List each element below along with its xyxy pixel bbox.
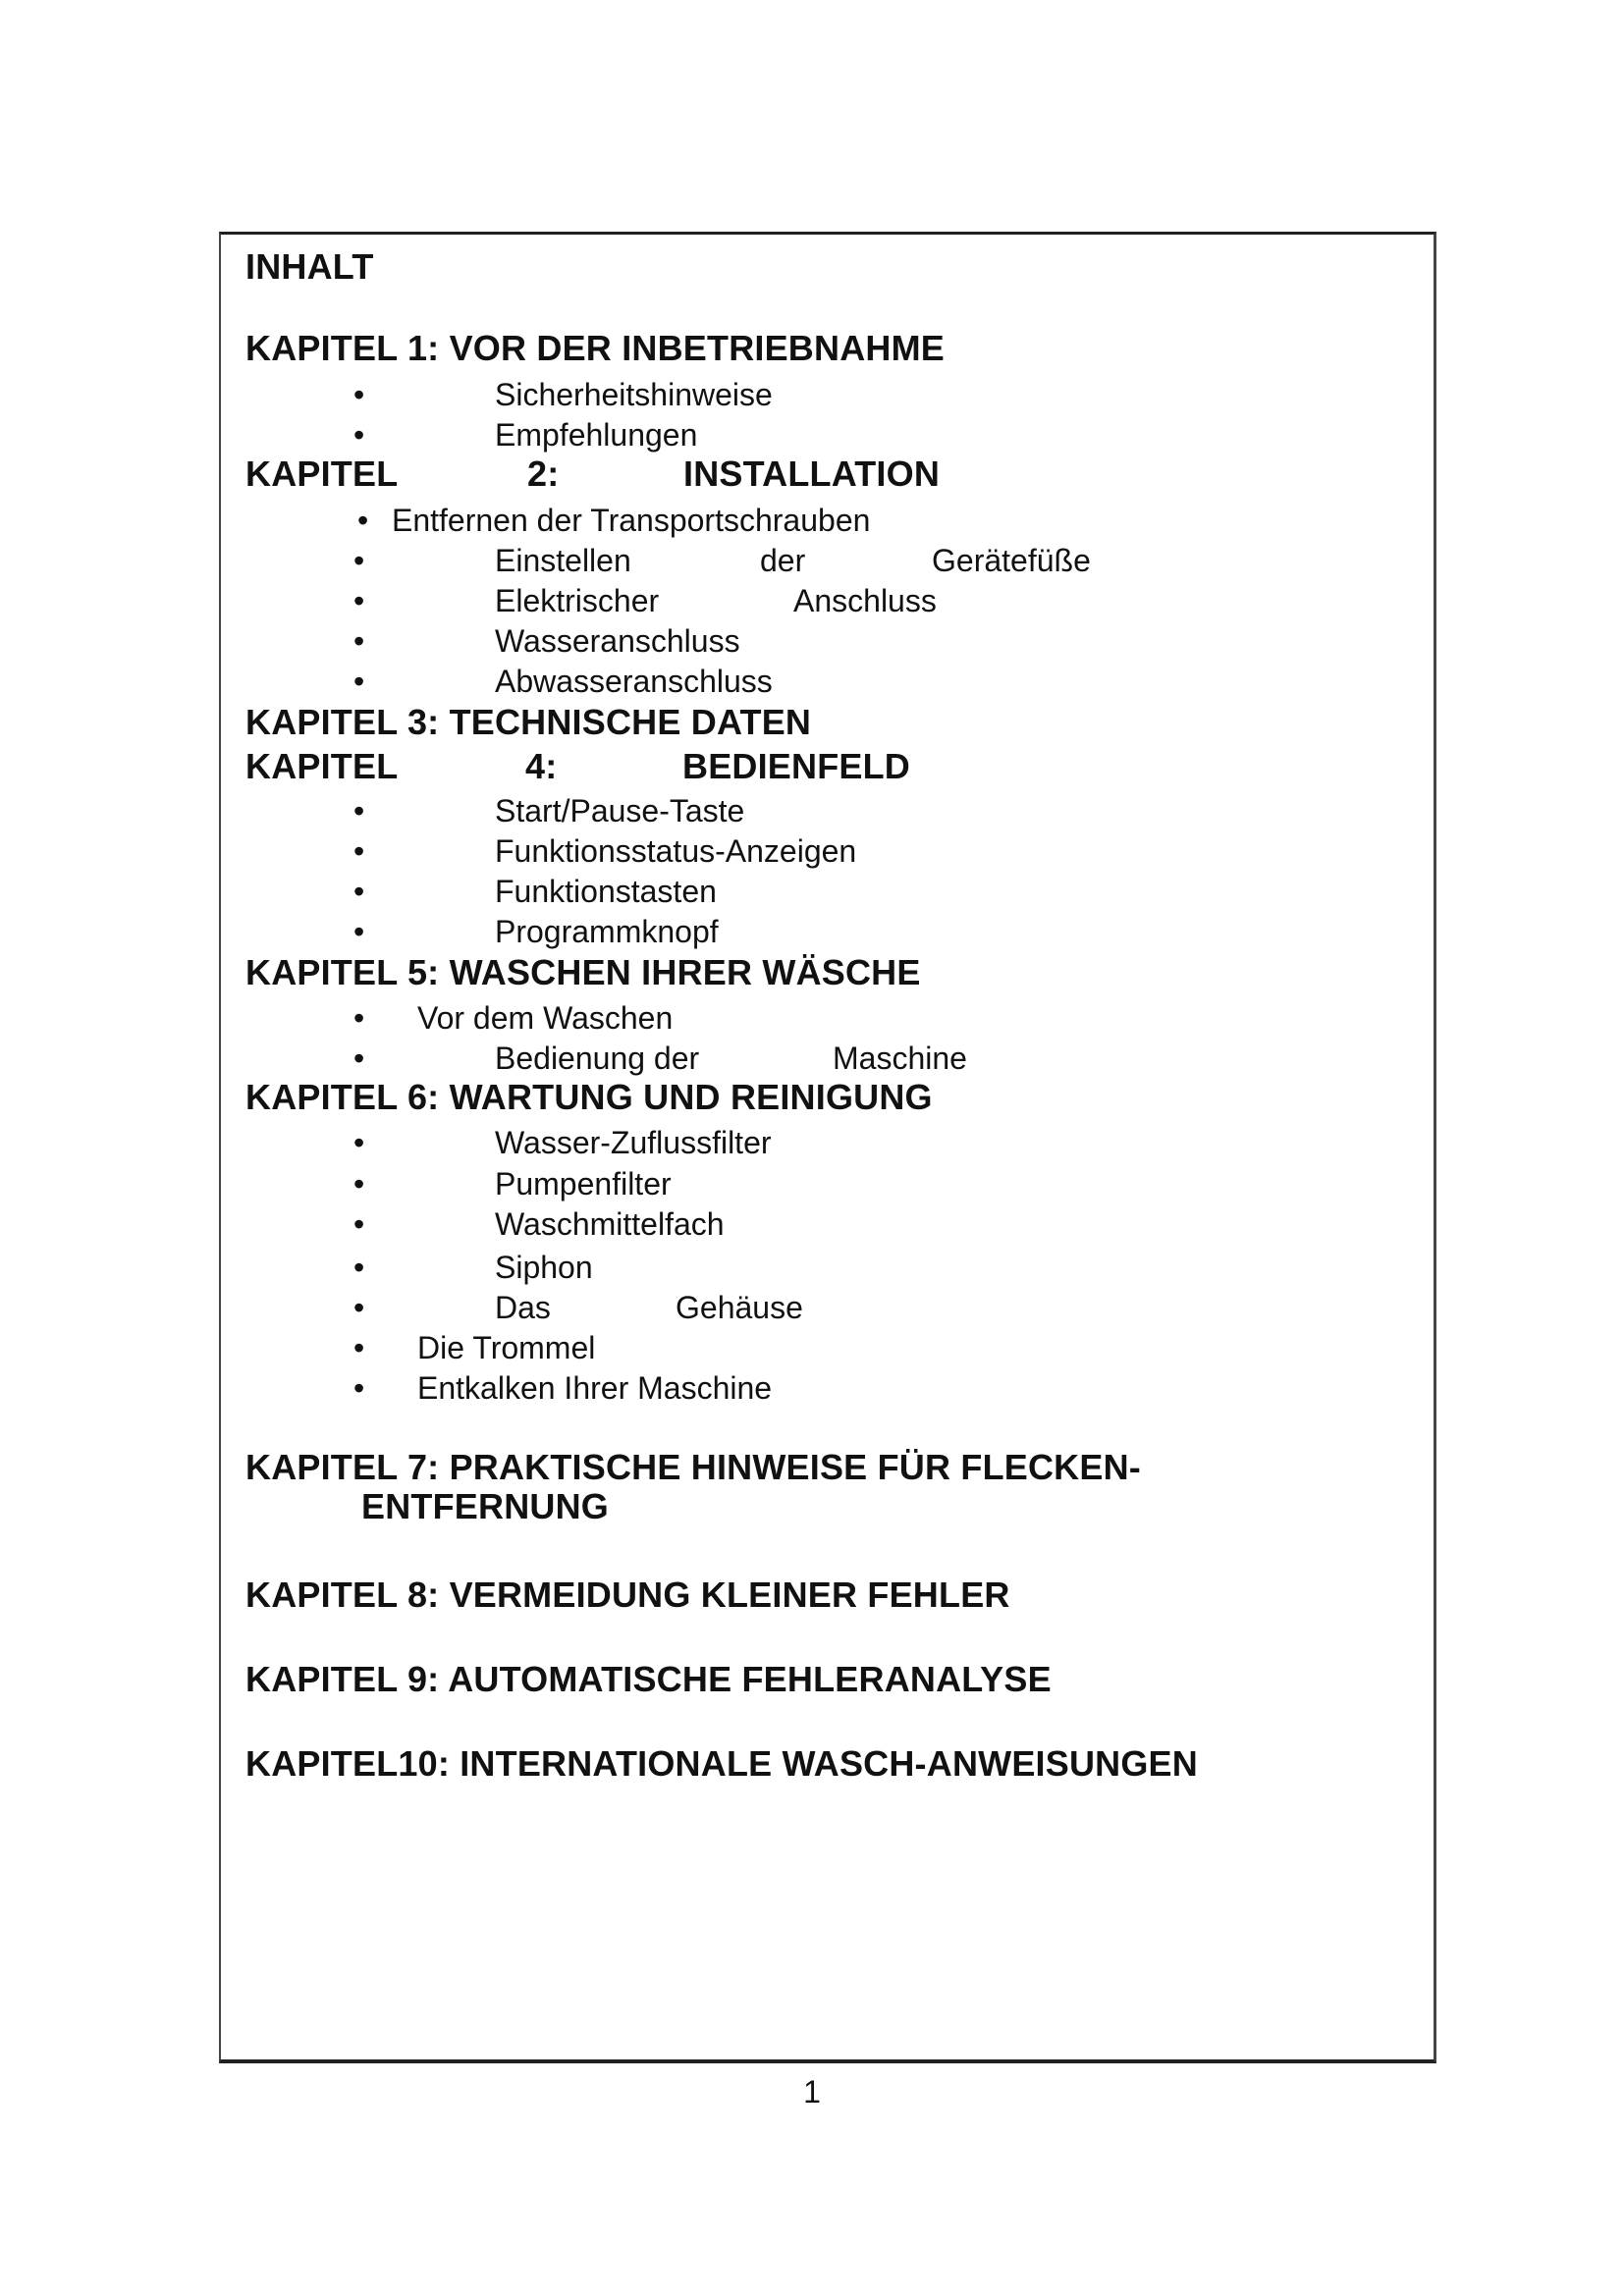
chapter-4-heading-number: 4: xyxy=(525,746,558,786)
bullet: • xyxy=(353,417,365,453)
page-number: 1 xyxy=(803,2074,821,2109)
bullet: • xyxy=(353,1041,365,1076)
chapter-1-heading: KAPITEL 1: VOR DER INBETRIEBNAHME xyxy=(245,328,945,368)
chapter-9-heading: KAPITEL 9: AUTOMATISCHE FEHLERANALYSE xyxy=(245,1659,1052,1699)
chapter-2-item: Gerätefüße xyxy=(932,543,1091,578)
chapter-5-heading: KAPITEL 5: WASCHEN IHRER WÄSCHE xyxy=(245,952,921,992)
bullet: • xyxy=(353,1206,365,1242)
chapter-6-item: Pumpenfilter xyxy=(495,1166,672,1201)
chapter-6-item: Die Trommel xyxy=(417,1330,596,1365)
bullet: • xyxy=(353,1125,365,1160)
chapter-7-heading-line2: ENTFERNUNG xyxy=(361,1486,609,1526)
chapter-2-heading-number: 2: xyxy=(527,454,560,494)
bullet: • xyxy=(353,1290,365,1325)
bullet: • xyxy=(353,1166,365,1201)
bullet: • xyxy=(353,793,365,828)
chapter-5-item: Bedienung der xyxy=(495,1041,700,1076)
chapter-6-item: Gehäuse xyxy=(676,1290,803,1325)
bullet: • xyxy=(353,1370,365,1406)
chapter-6-item: Entkalken Ihrer Maschine xyxy=(417,1370,773,1406)
chapter-2-item: Anschluss xyxy=(793,583,937,618)
bullet: • xyxy=(353,1250,365,1285)
chapter-2-item: Einstellen xyxy=(495,543,631,578)
chapter-6-item: Wasser-Zuflussfilter xyxy=(495,1125,772,1160)
chapter-2-item: Abwasseranschluss xyxy=(495,664,773,699)
chapter-4-heading-title: BEDIENFELD xyxy=(682,746,911,786)
chapter-10-heading: KAPITEL10: INTERNATIONALE WASCH-ANWEISUNGEN xyxy=(245,1743,1198,1784)
chapter-7-heading-line1: KAPITEL 7: PRAKTISCHE HINWEISE FÜR FLECKEN- xyxy=(245,1447,1141,1487)
chapter-5-item: Maschine xyxy=(833,1041,967,1076)
bullet: • xyxy=(353,664,365,699)
bullet: • xyxy=(353,1000,365,1036)
chapter-2-item: Entfernen der Transportschrauben xyxy=(392,503,871,538)
chapter-4-item: Start/Pause-Taste xyxy=(495,793,745,828)
chapter-6-item: Siphon xyxy=(495,1250,593,1285)
chapter-4-heading-label: KAPITEL xyxy=(245,746,399,786)
chapter-5-item: Vor dem Waschen xyxy=(417,1000,674,1036)
chapter-2-item: Elektrischer xyxy=(495,583,660,618)
bullet: • xyxy=(353,377,365,412)
chapter-6-item: Waschmittelfach xyxy=(495,1206,725,1242)
bullet: • xyxy=(353,623,365,659)
chapter-1-item: Sicherheitshinweise xyxy=(495,377,773,412)
chapter-6-item: Das xyxy=(495,1290,551,1325)
bullet: • xyxy=(353,874,365,909)
chapter-4-item: Programmknopf xyxy=(495,914,719,949)
bullet: • xyxy=(353,914,365,949)
toc-title: INHALT xyxy=(245,246,374,287)
chapter-1-item: Empfehlungen xyxy=(495,417,698,453)
chapter-8-heading: KAPITEL 8: VERMEIDUNG KLEINER FEHLER xyxy=(245,1575,1010,1615)
bullet: • xyxy=(357,503,369,538)
chapter-2-heading-label: KAPITEL xyxy=(245,454,399,494)
chapter-2-item: Wasseranschluss xyxy=(495,623,740,659)
bullet: • xyxy=(353,1330,365,1365)
chapter-4-item: Funktionstasten xyxy=(495,874,717,909)
bullet: • xyxy=(353,583,365,618)
bullet: • xyxy=(353,833,365,869)
chapter-2-item: der xyxy=(760,543,806,578)
chapter-4-item: Funktionsstatus-Anzeigen xyxy=(495,833,857,869)
bullet: • xyxy=(353,543,365,578)
chapter-6-heading: KAPITEL 6: WARTUNG UND REINIGUNG xyxy=(245,1077,933,1117)
chapter-3-heading: KAPITEL 3: TECHNISCHE DATEN xyxy=(245,702,812,742)
chapter-2-heading-title: INSTALLATION xyxy=(683,454,941,494)
